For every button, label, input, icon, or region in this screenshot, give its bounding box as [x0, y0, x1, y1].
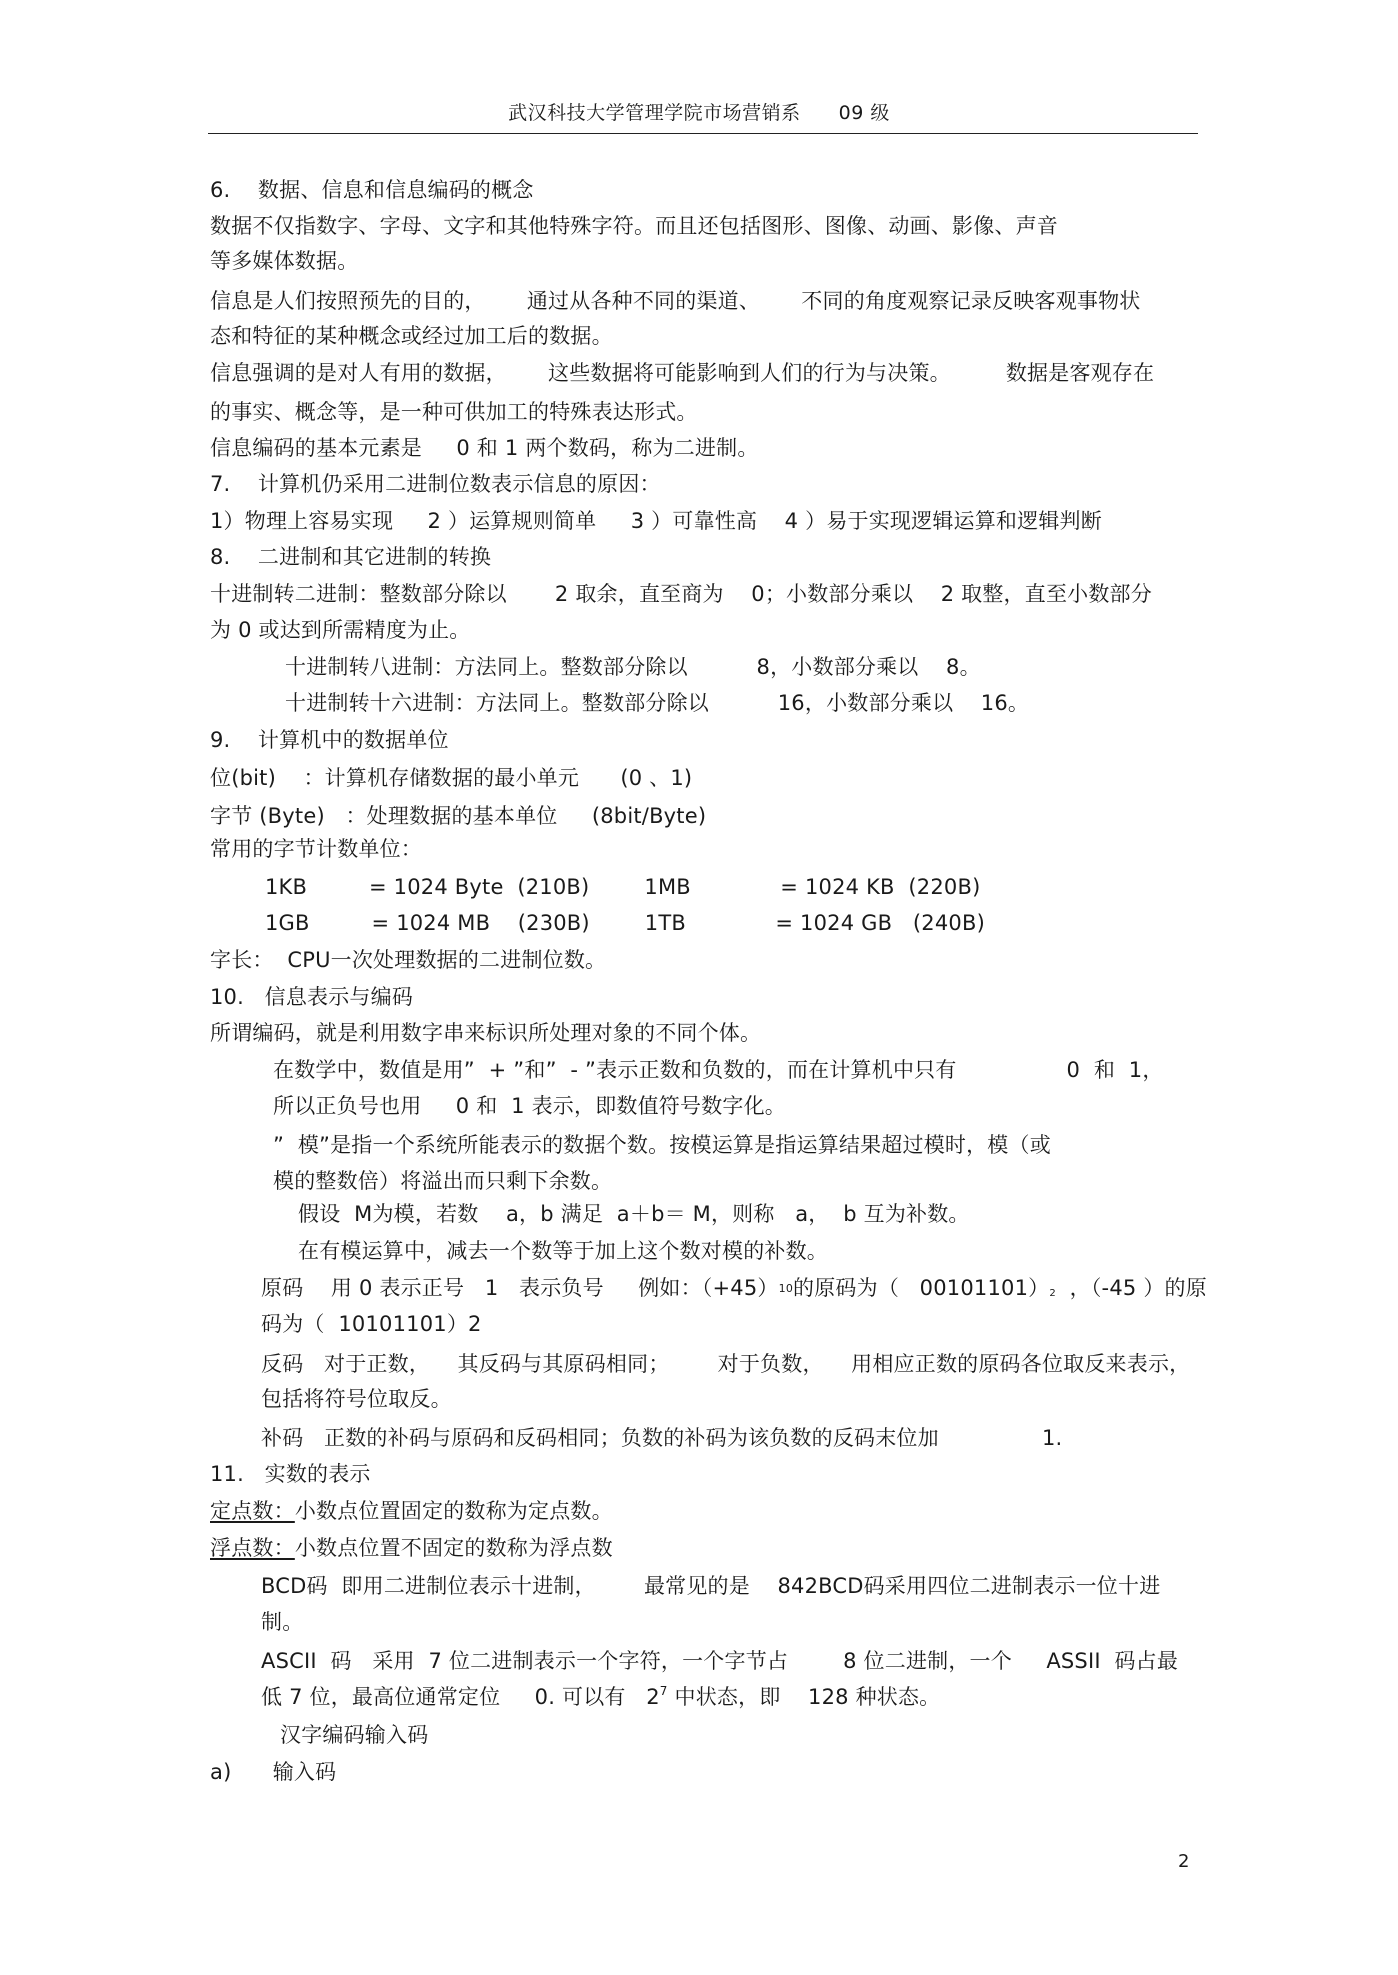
paragraph-line: 十进制转八进制：方法同上。整数部分除以 8，小数部分乘以 8。: [285, 655, 981, 679]
floating-point-line: [210, 1534, 613, 1562]
paragraph-line: 十进制转十六进制：方法同上。整数部分除以 16，小数部分乘以 16。: [285, 691, 1030, 715]
section-heading-7: 7. 计算机仍采用二进制位数表示信息的原因：: [210, 472, 661, 496]
paragraph-line: 态和特征的某种概念或经过加工后的数据。: [210, 324, 613, 348]
paragraph-line: 的事实、概念等，是一种可供加工的特殊表达形式。: [210, 400, 698, 424]
header-title: 武汉科技大学管理学院市场营销系: [508, 102, 801, 124]
section-heading-10: 10. 信息表示与编码: [210, 985, 414, 1009]
paragraph-line: 所谓编码，就是利用数字串来标识所处理对象的不同个体。: [210, 1021, 762, 1045]
sign-magnitude-text: 的原码为（ 00101101）: [793, 1276, 1050, 1300]
paragraph-line: 信息编码的基本元素是 0 和 1 两个数码，称为二进制。: [210, 436, 759, 460]
paragraph-line: 位(bit) ：计算机存储数据的最小单元 (0 、1): [210, 766, 693, 790]
sign-magnitude-text: ，（-45 ）的原: [1055, 1276, 1207, 1300]
floating-point-text: 小数点位置不固定的数称为浮点数: [294, 1536, 613, 1560]
paragraph-line: 信息是人们按照预先的目的， 通过从各种不同的渠道、 不同的角度观察记录反映客观事物状: [210, 289, 1141, 313]
fixed-point-line: [210, 1497, 613, 1525]
paragraph-line: 包括将符号位取反。: [261, 1387, 452, 1411]
paragraph-line: 为 0 或达到所需精度为止。: [210, 618, 471, 642]
page-number: 2: [1178, 1851, 1190, 1872]
ascii-text: 低 7 位，最高位通常定位 0. 可以有 2: [261, 1685, 660, 1709]
paragraph-line: 数据不仅指数字、字母、文字和其他特殊字符。而且还包括图形、图像、动画、影像、声音: [210, 214, 1058, 238]
section-heading-9: 9. 计算机中的数据单位: [210, 728, 449, 752]
ascii-line-2: [261, 1683, 940, 1714]
header-grade: 09 级: [838, 102, 890, 124]
subscript-base: 10: [778, 1282, 794, 1295]
paragraph-line: 在数学中，数值是用” + ”和” - ”表示正数和负数的，而在计算机中只有 0 和 1，: [273, 1058, 1164, 1082]
superscript-exponent: 7: [659, 1684, 668, 1698]
sign-magnitude-line: [261, 1274, 1207, 1307]
paragraph-line: 在有模运算中，减去一个数等于加上这个数对模的补数。: [298, 1239, 828, 1263]
paragraph-line: 常用的字节计数单位：: [210, 837, 422, 861]
paragraph-line: BCD码 即用二进制位表示十进制， 最常见的是 842BCD码采用四位二进制表示一位十进: [261, 1574, 1161, 1598]
paragraph-line: 等多媒体数据。: [210, 249, 359, 273]
section-heading-8: 8. 二进制和其它进制的转换: [210, 545, 492, 569]
section-heading-11: 11. 实数的表示: [210, 1462, 371, 1486]
paragraph-line: 字长： CPU一次处理数据的二进制位数。: [210, 948, 607, 972]
floating-point-term: 浮点数：: [210, 1536, 295, 1560]
paragraph-line: ” 模”是指一个系统所能表示的数据个数。按模运算是指运算结果超过模时，模（或: [273, 1133, 1051, 1157]
paragraph-line: 所以正负号也用 0 和 1 表示，即数值符号数字化。: [273, 1094, 786, 1118]
header-rule: [208, 133, 1198, 134]
ascii-text: 中状态，即 128 种状态。: [667, 1685, 941, 1709]
fixed-point-text: 小数点位置固定的数称为定点数。: [294, 1499, 613, 1523]
paragraph-line: 制。: [261, 1610, 304, 1634]
paragraph-line: 码为（ 10101101）2: [261, 1312, 482, 1336]
fixed-point-term: 定点数：: [210, 1499, 295, 1523]
paragraph-line: ASCII 码 采用 7 位二进制表示一个字符，一个字节占 8 位二进制，一个 ASSII 码占最: [261, 1649, 1179, 1673]
list-item: a) 输入码: [210, 1760, 337, 1784]
subscript-base: 2: [1049, 1288, 1056, 1299]
paragraph-line: 补码 正数的补码与原码和反码相同；负数的补码为该负数的反码末位加 1.: [261, 1426, 1063, 1450]
paragraph-line: 十进制转二进制：整数部分除以 2 取余，直至商为 0；小数部分乘以 2 取整，直至小数部分: [210, 582, 1152, 606]
paragraph-line: 假设 M为模，若数 a，b 满足 a＋b＝ M，则称 a， b 互为补数。: [298, 1202, 970, 1226]
unit-row: 1GB = 1024 MB (230B) 1TB = 1024 GB (240B): [265, 911, 985, 935]
paragraph-line: 反码 对于正数， 其反码与其原码相同； 对于负数， 用相应正数的原码各位取反来表示，: [261, 1352, 1191, 1376]
running-header: [0, 101, 1398, 125]
paragraph-line: 汉字编码输入码: [280, 1723, 429, 1747]
unit-row: 1KB = 1024 Byte (210B) 1MB = 1024 KB (220B): [265, 875, 981, 899]
paragraph-line: 信息强调的是对人有用的数据， 这些数据将可能影响到人们的行为与决策。 数据是客观存在: [210, 361, 1155, 385]
sign-magnitude-text: 原码 用 0 表示正号 1 表示负号 例如：（+45）: [261, 1276, 779, 1300]
paragraph-line: 1）物理上容易实现 2 ）运算规则简单 3 ）可靠性高 4 ）易于实现逻辑运算和逻辑判断: [210, 509, 1102, 533]
paragraph-line: 模的整数倍）将溢出而只剩下余数。: [273, 1169, 613, 1193]
section-heading-6: 6. 数据、信息和信息编码的概念: [210, 178, 534, 202]
paragraph-line: 字节 (Byte) ：处理数据的基本单位 (8bit/Byte): [210, 804, 707, 828]
